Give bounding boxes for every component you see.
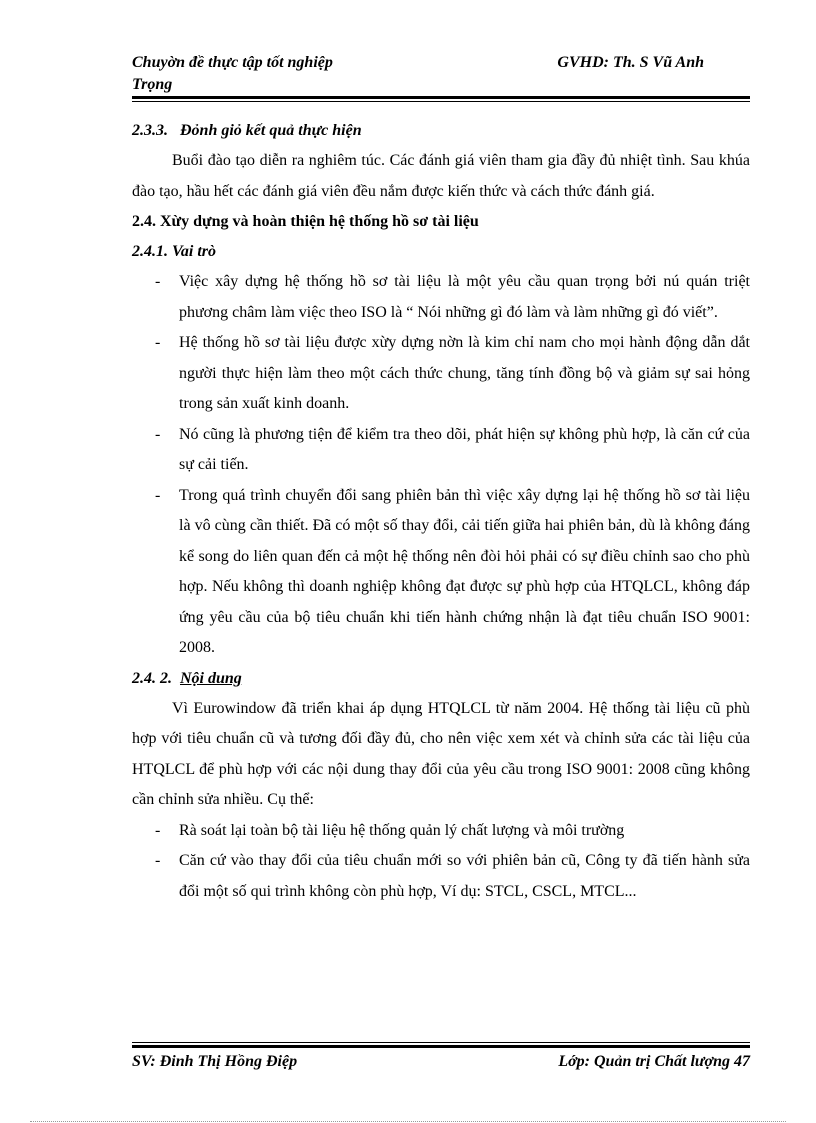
header-rule-thick — [132, 96, 750, 99]
list-item-text: Nó cũng là phương tiện để kiểm tra theo dõi, phát hiện sự không phù hợp, là căn cứ của sự cải tiến. — [179, 425, 750, 473]
dash-bullet: - — [155, 852, 161, 869]
heading-2-3-3 — [132, 116, 750, 146]
dash-bullet: - — [155, 486, 161, 504]
dash-bullet: - — [155, 334, 161, 351]
footer-rule-thick — [132, 1045, 750, 1048]
dash-bullet: - — [155, 273, 161, 290]
list-item — [132, 420, 750, 481]
list-item-text: Trong quá trình chuyển đổi sang phiên bản thì việc xây dựng lại hệ thống hồ sơ tài liệu là vô cùng cần thiết. Đã có một số thay đổi, cải tiến giữa hai phiên bản, dù là không đáng kể song do liên quan đến cả một hệ thống nên đòi hỏi phải có sự điều chỉnh sao cho phù hợp. Nếu không thì doanh nghiệp không đạt được sự phù hợp của HTQLCL, không đáp ứng yêu cầu của bộ tiêu chuẩn khi tiến hành chứng nhận là đạt tiêu chuẩn ISO 9001: 2008. — [179, 486, 750, 656]
list-item — [132, 846, 750, 907]
heading-2-4-1: 2.4.1. Vai trò — [132, 243, 217, 260]
footer-rule-thin — [132, 1042, 750, 1043]
list-item — [132, 267, 750, 328]
list-item-text: Việc xây dựng hệ thống hồ sơ tài liệu là một yêu cầu quan trọng bởi nú quán triệt phương châm làm việc theo ISO là “ Nói những gì đó làm và làm những gì đó viết”. — [179, 273, 750, 321]
list-item — [132, 481, 750, 664]
header-rule-thin — [132, 101, 750, 102]
footer-student: SV: Đinh Thị Hồng Điệp — [132, 1053, 298, 1070]
page-header — [132, 52, 750, 96]
heading-2-3-3-number: 2.3.3. — [132, 122, 168, 139]
paragraph-training-result: Buổi đào tạo diễn ra nghiêm túc. Các đánh giá viên tham gia đầy đủ nhiệt tình. Sau khúa đào tạo, hầu hết các đánh giá viên đều nắm được kiến thức và cách thức đánh giá. — [132, 152, 750, 200]
paragraph-content: Vì Eurowindow đã triển khai áp dụng HTQLCL từ năm 2004. Hệ thống tài liệu cũ phù hợp với tiêu chuẩn cũ và tương đối đầy đủ, cho nên việc xem xét và chỉnh sửa các tài liệu của HTQLCL để phù hợp với các nội dung thay đổi của yêu cầu trong ISO 9001: 2008 cũng không cần chỉnh sửa nhiều. Cụ thể: — [132, 699, 750, 808]
dash-bullet: - — [155, 821, 161, 839]
page-bottom-dotted-border — [30, 1121, 786, 1122]
dash-bullet: - — [155, 425, 161, 443]
list-item-text: Căn cứ vào thay đổi của tiêu chuẩn mới so với phiên bản cũ, Công ty đã tiến hành sửa đổi một số qui trình không còn phù hợp, Ví dụ: STCL, CSCL, MTCL... — [179, 852, 750, 900]
heading-2-4-2-title: Nội dung — [180, 669, 242, 687]
footer-class: Lớp: Quản trị Chất lượng 47 — [558, 1053, 750, 1070]
heading-2-3-3-title: Đỏnh giỏ kết quả thực hiện — [180, 122, 362, 139]
list-item-text: Hệ thống hồ sơ tài liệu được xừy dựng nờn là kim chỉ nam cho mọi hành động dẫn dắt người thực hiện làm theo một cách thức chung, tăng tính đồng bộ và giảm sự sai hỏng trong sản xuất kinh doanh. — [179, 334, 750, 412]
header-topic: Chuyờn đề thực tập tốt nghiệp Trọng — [132, 54, 333, 93]
list-item — [132, 816, 750, 847]
heading-2-4-2-number: 2.4. 2. — [132, 669, 172, 687]
list-item — [132, 328, 750, 420]
header-advisor: GVHD: Th. S Vũ Anh — [557, 54, 704, 71]
document-body — [132, 116, 750, 907]
list-item-text: Rà soát lại toàn bộ tài liệu hệ thống quản lý chất lượng và môi trường — [179, 821, 625, 839]
heading-2-4: 2.4. Xừy dựng và hoàn thiện hệ thống hồ sơ tài liệu — [132, 213, 479, 230]
heading-2-4-2 — [132, 664, 750, 694]
